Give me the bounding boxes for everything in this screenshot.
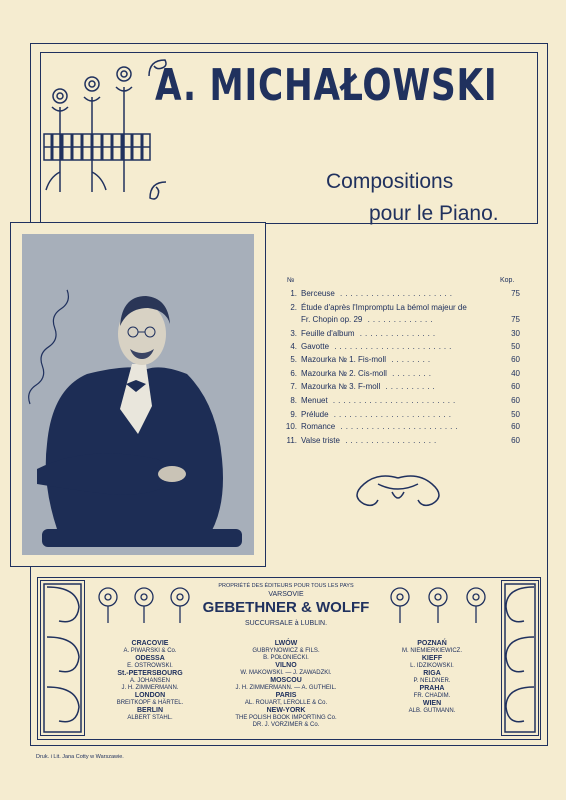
item-price: 60 bbox=[511, 436, 520, 445]
agent-name: P. NELDNER. bbox=[413, 678, 451, 684]
agent-city: LONDON bbox=[134, 692, 166, 699]
agent-city: CRACOVIE bbox=[131, 640, 169, 647]
agent-name: ALBERT STAHL. bbox=[127, 715, 173, 721]
item-title: Feuille d'album bbox=[301, 329, 355, 338]
item-price: 60 bbox=[511, 355, 520, 364]
agent-city: St.-PETERSBOURG bbox=[117, 670, 183, 677]
item-price: 75 bbox=[511, 315, 520, 324]
publisher-name: GEBETHNER & WOLFF bbox=[202, 599, 370, 616]
leader-dots: ........................ bbox=[327, 396, 459, 405]
publisher-branch: SUCCURSALE à LUBLIN. bbox=[244, 620, 328, 627]
item-price: 60 bbox=[511, 422, 520, 431]
item-price: 75 bbox=[511, 289, 520, 298]
leader-dots: ....................... bbox=[335, 422, 461, 431]
agent-name: A. PIWARSKI & Co. bbox=[123, 648, 177, 654]
item-number: 11. bbox=[286, 436, 297, 445]
agent-name: M. NIEMIERKIEWICZ. bbox=[402, 648, 462, 654]
item-title: Menuet bbox=[301, 396, 328, 405]
left-flourish bbox=[41, 581, 84, 735]
agent-name: ALB. GUTMANN. bbox=[408, 708, 456, 714]
agent-name: E. OSTROWSKI. bbox=[127, 663, 173, 669]
publisher-city: VARSOVIE bbox=[268, 591, 304, 598]
flower-fence-ornament bbox=[40, 52, 160, 224]
item-price: 30 bbox=[511, 329, 520, 338]
printer-imprint: Druk. i Lit. Jana Cotty w Warszawie. bbox=[36, 754, 124, 760]
agents-right bbox=[372, 640, 492, 715]
item-title: Gavotte bbox=[301, 342, 330, 351]
agent-city: PARIS bbox=[275, 692, 297, 699]
contents-row bbox=[279, 422, 520, 431]
agent-name: THE POLISH BOOK IMPORTING Co. bbox=[235, 715, 337, 721]
agents-left bbox=[100, 640, 200, 722]
item-number: 1. bbox=[290, 289, 297, 298]
scroll-ornament bbox=[146, 178, 170, 202]
lyre-ornament bbox=[348, 470, 448, 510]
portrait-illustration bbox=[22, 234, 254, 555]
item-number: 5. bbox=[290, 355, 297, 364]
leader-dots: .................. bbox=[339, 436, 440, 445]
agent-city: KIEFF bbox=[421, 655, 443, 662]
leader-dots: ............... bbox=[354, 329, 439, 338]
agent-name: BREITKOPF & HÄRTEL. bbox=[116, 700, 184, 706]
agent-city: POZNAŃ bbox=[417, 640, 447, 647]
contents-row bbox=[279, 396, 520, 405]
item-price: 40 bbox=[511, 369, 520, 378]
leader-dots: ....................... bbox=[328, 410, 454, 419]
item-price: 60 bbox=[511, 382, 520, 391]
contents-row bbox=[279, 436, 520, 445]
agent-city: RIGA bbox=[423, 670, 441, 677]
agents-center bbox=[198, 640, 374, 729]
leader-dots: ........ bbox=[386, 355, 434, 364]
leader-dots: ........ bbox=[386, 369, 434, 378]
subtitle-line2: pour le Piano. bbox=[369, 202, 499, 225]
publisher-banner bbox=[197, 580, 375, 636]
item-title: Berceuse bbox=[301, 289, 335, 298]
contents-row bbox=[279, 289, 520, 298]
agent-name: J. H. ZIMMERMANN. — A. GUTHEIL. bbox=[235, 685, 337, 691]
leader-dots: .......... bbox=[380, 382, 438, 391]
contents-row bbox=[279, 369, 520, 378]
contents-row bbox=[279, 315, 520, 324]
contents-row bbox=[279, 329, 520, 338]
agent-city: LWÓW bbox=[274, 640, 298, 647]
contents-row bbox=[279, 410, 520, 419]
item-title: Mazourka № 1. Fis-moll bbox=[301, 355, 387, 364]
item-title: Mazourka № 2. Cis-moll bbox=[301, 369, 387, 378]
contents-row bbox=[279, 342, 520, 351]
agent-city: BERLIN bbox=[136, 707, 164, 714]
contents-row bbox=[279, 382, 520, 391]
right-flowers-ornament bbox=[384, 583, 492, 623]
item-title: Romance bbox=[301, 422, 336, 431]
subtitle-line1: Compositions bbox=[326, 170, 454, 193]
left-flowers-ornament bbox=[92, 583, 196, 623]
agent-city: VILNO bbox=[275, 662, 297, 669]
right-flourish bbox=[502, 581, 538, 735]
agent-name: L. IDZIKOWSKI. bbox=[410, 663, 454, 669]
item-number: 6. bbox=[290, 369, 297, 378]
rights-line: PROPRIÉTÉ DES ÉDITEURS POUR TOUS LES PAYS bbox=[218, 583, 354, 589]
agent-name: DR. J. VORZIMER & Co. bbox=[252, 722, 320, 728]
item-number: 4. bbox=[290, 342, 297, 351]
item-title: Fr. Chopin op. 29 bbox=[301, 315, 363, 324]
agent-city: NEW-YORK bbox=[266, 707, 306, 714]
item-number: 9. bbox=[290, 410, 297, 419]
portrait-photo bbox=[22, 234, 254, 555]
item-title: Étude d'après l'Impromptu La bémol majeur de bbox=[301, 303, 467, 312]
agent-name: J. H. ZIMMERMANN. bbox=[121, 685, 179, 691]
leader-dots: ............. bbox=[362, 315, 436, 324]
agent-city: WIEN bbox=[422, 700, 442, 707]
leader-dots: ...................... bbox=[334, 289, 455, 298]
contents-row bbox=[279, 303, 520, 312]
agent-name: A. JOHANSEN bbox=[129, 678, 170, 684]
agent-name: AL. ROUART, LEROLLE & Co. bbox=[244, 700, 328, 706]
item-price: 50 bbox=[511, 410, 520, 419]
item-number: 3. bbox=[290, 329, 297, 338]
agent-name: FR. CHADIM. bbox=[413, 693, 451, 699]
contents-row bbox=[279, 355, 520, 364]
agent-city: PRAHA bbox=[419, 685, 445, 692]
item-number: 8. bbox=[290, 396, 297, 405]
item-number: 10. bbox=[285, 422, 297, 431]
item-title: Prélude bbox=[301, 410, 329, 419]
agent-city: ODESSA bbox=[135, 655, 165, 662]
agent-name: W. MAKOWSKI. — J. ZAWADZKI. bbox=[240, 670, 332, 676]
right-ornament-panel bbox=[501, 580, 539, 736]
composer-title: A. MICHAŁOWSKI bbox=[155, 60, 498, 111]
item-price: 60 bbox=[511, 396, 520, 405]
column-number-header: № bbox=[287, 277, 295, 284]
item-number: 7. bbox=[290, 382, 297, 391]
item-title: Valse triste bbox=[301, 436, 340, 445]
column-price-header: Kop. bbox=[500, 277, 515, 284]
item-number: 2. bbox=[290, 303, 297, 312]
leader-dots: ....................... bbox=[329, 342, 455, 351]
agent-city: MOSCOU bbox=[270, 677, 302, 684]
left-ornament-panel bbox=[40, 580, 85, 736]
agent-name: B. POŁONIECKI. bbox=[263, 655, 309, 661]
item-price: 50 bbox=[511, 342, 520, 351]
item-title: Mazourka № 3. F-moll bbox=[301, 382, 381, 391]
agent-name: GUBRYNOWICZ & FILS. bbox=[252, 648, 320, 654]
